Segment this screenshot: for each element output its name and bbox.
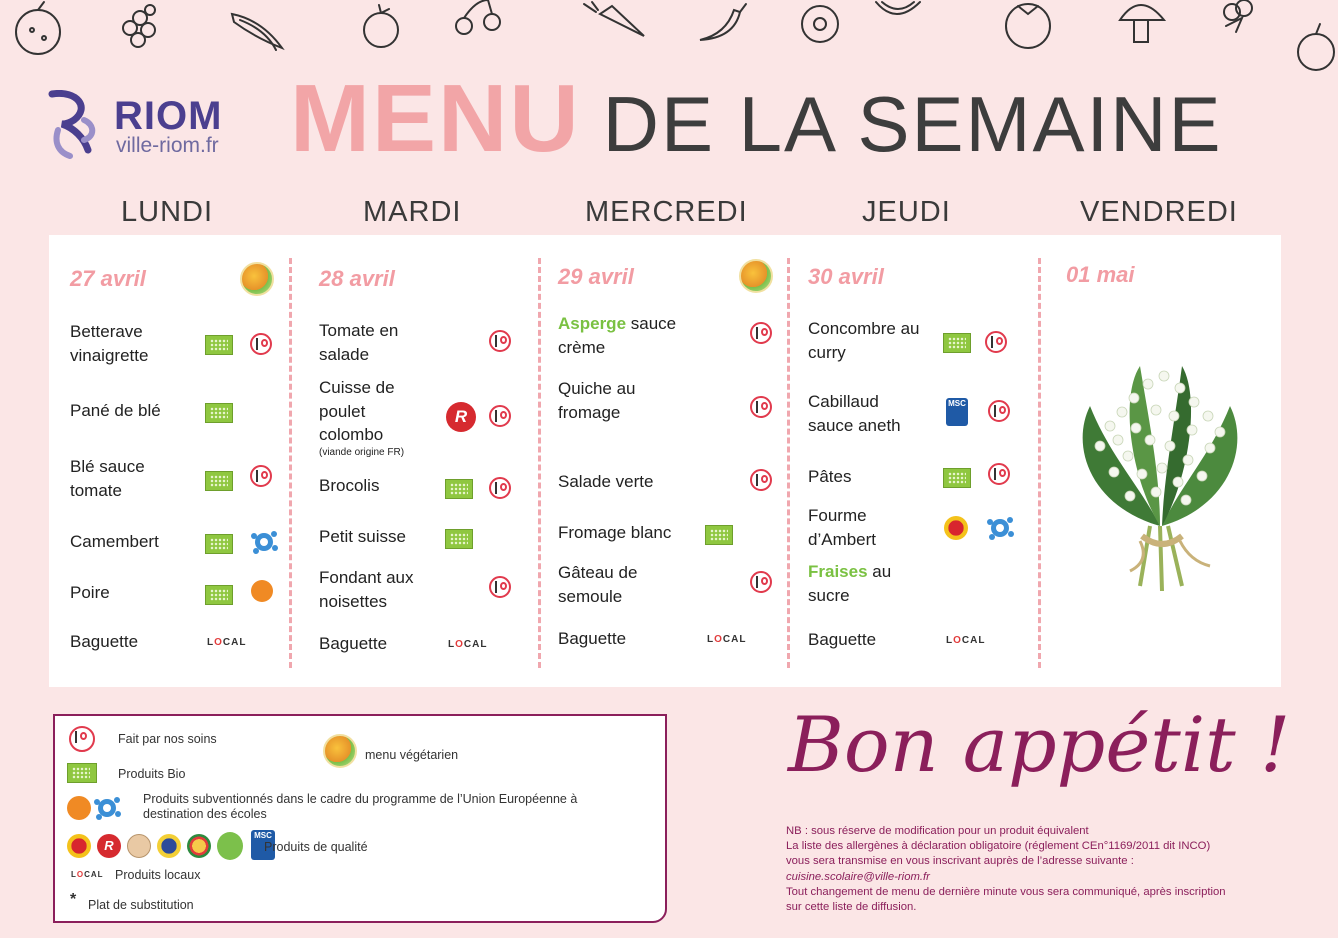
legend-vegetarien: menu végétarien (365, 748, 459, 762)
riom-logo[interactable] (44, 88, 254, 168)
legend-box (53, 714, 667, 923)
fait-maison-icon (750, 469, 772, 491)
menu-item-highlight: Fraises (808, 562, 868, 581)
menu-item: Concombre au curry (808, 319, 920, 362)
vegetarian-icon (739, 259, 773, 293)
menu-item: Poire (70, 583, 110, 602)
note-line: La liste des allergènes à déclaration obligatoire (réglement CEn°1169/2011 dit INCO) (786, 840, 1211, 853)
agriculture-biologique-icon (217, 832, 243, 860)
bio-icon (943, 333, 971, 353)
date-lundi: 27 avril (70, 266, 146, 291)
date-vendredi: 01 mai (1066, 262, 1135, 287)
ue-fruit-icon (251, 580, 273, 602)
broccoli-icon (1224, 0, 1252, 32)
fait-maison-icon (69, 726, 95, 752)
menu-item: Baguette (558, 629, 627, 648)
apple-icon (16, 2, 60, 54)
fait-maison-icon (988, 463, 1010, 485)
igp-icon (157, 834, 181, 858)
local-icon: LOCAL (71, 870, 104, 879)
bio-icon (67, 763, 97, 783)
menu-item-note: (viande origine FR) (319, 446, 405, 458)
bio-icon (205, 335, 233, 355)
ue-program-icon (986, 514, 1014, 542)
legend-substitution: Plat de substitution (88, 898, 194, 912)
fait-maison-icon (489, 405, 511, 427)
msc-icon: MSC (946, 398, 968, 426)
fait-maison-icon (489, 330, 511, 352)
ue-program-icon (93, 794, 121, 822)
day-header-mardi: MARDI (363, 196, 462, 228)
ue-program-icon (250, 528, 278, 556)
menu-item-text: sauce crème (558, 314, 677, 357)
menu-item: Fourme d’Ambert (808, 506, 877, 549)
label-rouge-icon: R (446, 402, 476, 432)
bio-icon (943, 468, 971, 488)
legend-bio: Produits Bio (118, 767, 186, 781)
bio-icon (445, 479, 473, 499)
footer-notes (786, 824, 1306, 915)
column-separator (538, 258, 541, 668)
fait-maison-icon (750, 322, 772, 344)
riom-logo-mark (44, 90, 106, 160)
cherry-icon (456, 0, 500, 34)
fait-maison-icon (250, 465, 272, 487)
bio-icon (205, 534, 233, 554)
legend-ue-line1: Produits subventionnés dans le cadre du programme de l’Union Européenne à (143, 792, 578, 806)
menu-item: Pâtes (808, 467, 852, 486)
orange-icon (364, 5, 398, 47)
menu-item: Brocolis (319, 476, 380, 495)
menu-item: Baguette (70, 632, 139, 651)
menu-item: Pané de blé (70, 401, 161, 420)
note-line: Tout changement de menu de dernière minute vous sera communiqué, après inscription (786, 885, 1226, 898)
ue-fruit-icon (67, 796, 91, 820)
page-title (290, 64, 1223, 172)
carrot-icon (584, 2, 644, 36)
menu-item-text: Cuisse de poulet colombo (319, 378, 395, 444)
local-icon: LOCAL (207, 637, 247, 648)
local-icon: LOCAL (707, 634, 747, 645)
bio-icon (445, 529, 473, 549)
fait-maison-icon (489, 576, 511, 598)
column-separator (787, 258, 790, 668)
menu-item: Cabillaud sauce aneth (808, 392, 901, 435)
mushroom-icon (1120, 5, 1164, 42)
apple-icon (1298, 24, 1334, 70)
vegetarian-icon (323, 734, 357, 768)
legend-fait-maison: Fait par nos soins (118, 732, 217, 746)
lily-of-the-valley-bouquet-image (1070, 336, 1250, 606)
menu-item: Petit suisse (319, 527, 406, 546)
bon-appetit: Bon appétit ! (788, 700, 1291, 789)
logo-url: ville-riom.fr (116, 134, 219, 157)
vegetarian-icon (240, 262, 274, 296)
local-icon: LOCAL (448, 639, 488, 650)
menu-item: Tomate en salade (319, 321, 399, 364)
msc-icon: MSC (251, 830, 275, 860)
fait-maison-icon (750, 396, 772, 418)
date-mercredi: 29 avril (558, 264, 634, 289)
local-icon: LOCAL (946, 635, 986, 646)
legend-qualite: Produits de qualité (264, 840, 368, 854)
menu-item: Camembert (70, 532, 159, 551)
tomato-icon (1006, 4, 1050, 48)
legend-ue-line2: destination des écoles (143, 807, 267, 821)
menu-item-highlight: Asperge (558, 314, 627, 333)
day-header-vendredi: VENDREDI (1080, 196, 1238, 228)
label-rouge-icon: R (97, 834, 121, 858)
title-menu: MENU (290, 65, 581, 172)
date-mardi: 28 avril (319, 266, 395, 291)
bio-icon (205, 403, 233, 423)
raspberry-icon (123, 5, 155, 47)
note-line: sur cette liste de diffusion. (786, 901, 917, 914)
menu-item: Fondant aux noisettes (319, 568, 414, 611)
note-line: vous sera transmise en vous inscrivant auprès de l’adresse suivante : (786, 855, 1134, 868)
menu-item: Betterave vinaigrette (70, 322, 149, 365)
menu-item: Quiche au fromage (558, 379, 636, 422)
kiwi-icon (802, 6, 838, 42)
fait-maison-icon (250, 333, 272, 355)
menu-item: Gâteau de semoule (558, 563, 638, 606)
pepper-icon (700, 4, 746, 40)
day-header-mercredi: MERCREDI (585, 196, 748, 228)
date-jeudi: 30 avril (808, 264, 884, 289)
bio-icon (705, 525, 733, 545)
aop-icon (944, 516, 968, 540)
menu-item: Blé sauce tomate (70, 457, 145, 500)
fait-maison-icon (985, 331, 1007, 353)
contact-email-link[interactable]: cuisine.scolaire@ville-riom.fr (786, 870, 930, 883)
menu-item (808, 560, 918, 607)
menu-item (319, 376, 429, 459)
legend-star: * (70, 891, 77, 908)
banana-icon (232, 14, 282, 50)
fait-maison-icon (988, 400, 1010, 422)
legend-locaux: Produits locaux (115, 868, 201, 882)
fait-maison-icon (750, 571, 772, 593)
menu-item: Baguette (319, 634, 388, 653)
menu-item: Salade verte (558, 472, 654, 491)
menu-item: Baguette (808, 630, 877, 649)
bio-icon (205, 585, 233, 605)
day-header-lundi: LUNDI (121, 196, 214, 228)
stg-icon (187, 834, 211, 858)
bio-icon (205, 471, 233, 491)
day-header-jeudi: JEUDI (862, 196, 951, 228)
note-line: NB : sous réserve de modification pour un produit équivalent (786, 825, 1089, 837)
menu-item (558, 312, 688, 359)
column-separator (289, 258, 292, 668)
onion-icon (876, 2, 920, 14)
fait-maison-icon (489, 477, 511, 499)
title-rest: DE LA SEMAINE (602, 80, 1223, 168)
logo-name: RIOM (114, 94, 223, 138)
menu-item: Fromage blanc (558, 523, 672, 542)
quality-label-icon (127, 834, 151, 858)
menu-item-text: au sucre (808, 562, 892, 605)
column-separator (1038, 258, 1041, 668)
day-headers (0, 196, 1338, 236)
aop-icon (67, 834, 91, 858)
